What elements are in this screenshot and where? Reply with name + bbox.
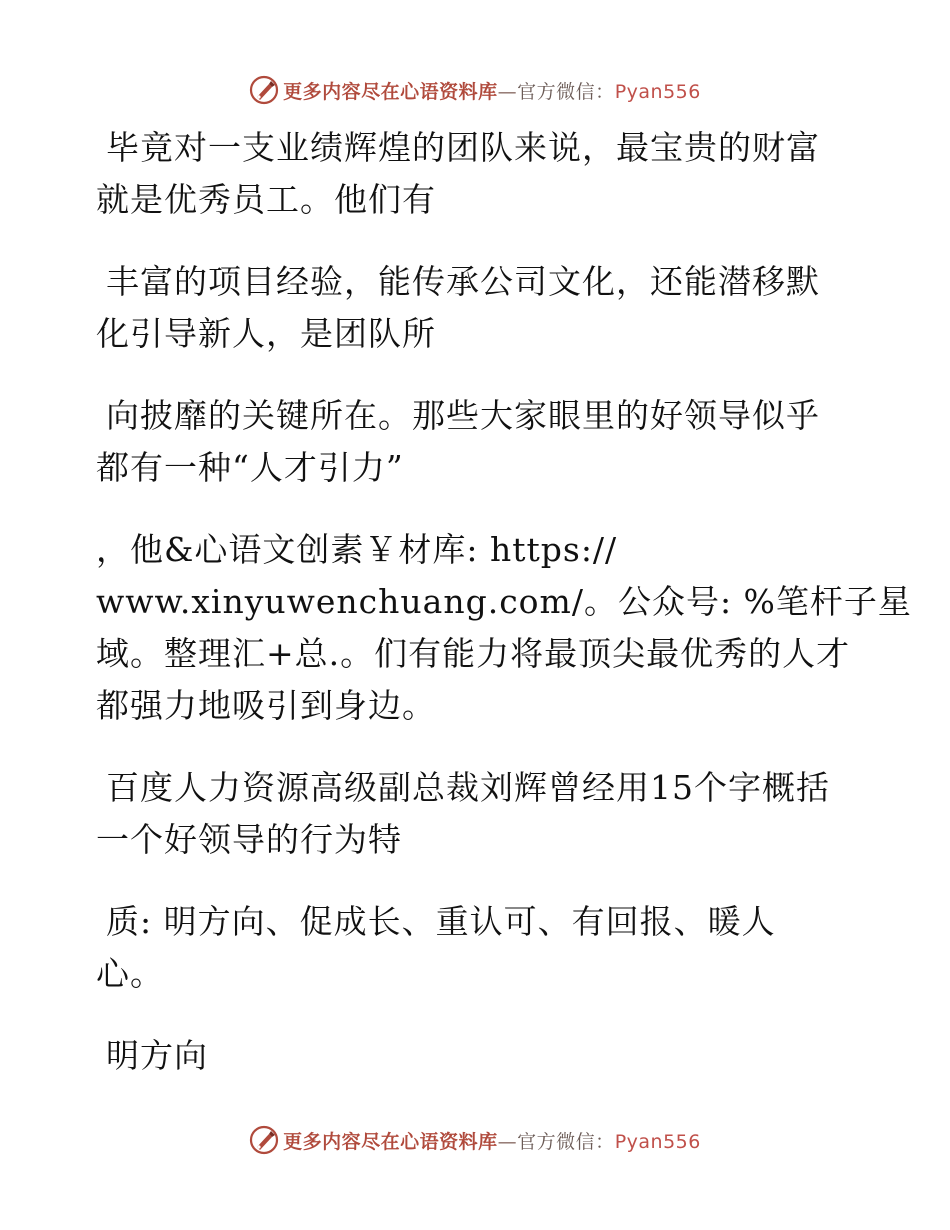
footer-banner-text: [283, 1127, 701, 1154]
pen-logo-icon: [249, 1125, 279, 1155]
paragraph-line: 质: 明方向、促成长、重认可、有回报、暖人: [106, 902, 776, 941]
paragraph-line: 都强力地吸引到身边。: [96, 686, 436, 725]
paragraph-2: [96, 256, 856, 360]
footer-banner: [0, 1120, 950, 1160]
header-banner-text: [283, 77, 701, 104]
paragraph-line: 心。: [96, 954, 164, 993]
paragraph-4: [96, 524, 912, 732]
paragraph-line: 毕竟对一支业绩辉煌的团队来说，最宝贵的财富: [106, 128, 820, 167]
paragraph-3: [96, 390, 856, 494]
section-heading: 明方向: [106, 1036, 208, 1075]
paragraph-line: 域。整理汇+总.。们有能力将最顶尖最优秀的人才: [96, 634, 851, 673]
paragraph-line: 化引导新人，是团队所: [96, 314, 436, 353]
paragraph-line: 都有一种“人才引力”: [96, 448, 404, 487]
paragraph-line: 向披靡的关键所在。那些大家眼里的好领导似乎: [106, 396, 820, 435]
paragraph-line: 丰富的项目经验，能传承公司文化，还能潜移默: [106, 262, 820, 301]
header-contact-handle: Pyan556: [614, 80, 701, 103]
paragraph-line: 就是优秀员工。他们有: [96, 180, 436, 219]
header-site-text: 更多内容尽在心语资料库: [283, 80, 498, 103]
pen-logo-icon: [249, 75, 279, 105]
footer-site-text: 更多内容尽在心语资料库: [283, 1130, 498, 1153]
footer-contact-label: 官方微信：: [517, 1130, 615, 1153]
paragraph-line: 一个好领导的行为特: [96, 820, 402, 859]
footer-contact-handle: Pyan556: [614, 1130, 701, 1153]
paragraph-5: [96, 762, 856, 866]
footer-dash: —: [497, 1130, 518, 1153]
paragraph-1: [96, 122, 856, 226]
header-contact-label: 官方微信：: [517, 80, 615, 103]
header-dash: —: [497, 80, 518, 103]
document-body: [96, 122, 912, 1112]
paragraph-line: 百度人力资源高级副总裁刘辉曾经用15个字概括: [106, 768, 830, 807]
paragraph-6: [96, 896, 856, 1000]
header-banner: [0, 70, 950, 110]
paragraph-7: [96, 1030, 856, 1082]
paragraph-line: www.xinyuwenchuang.com/。公众号: %笔杆子星: [96, 582, 912, 621]
paragraph-line: ，他&心语文创素￥材库: https://: [96, 530, 618, 569]
